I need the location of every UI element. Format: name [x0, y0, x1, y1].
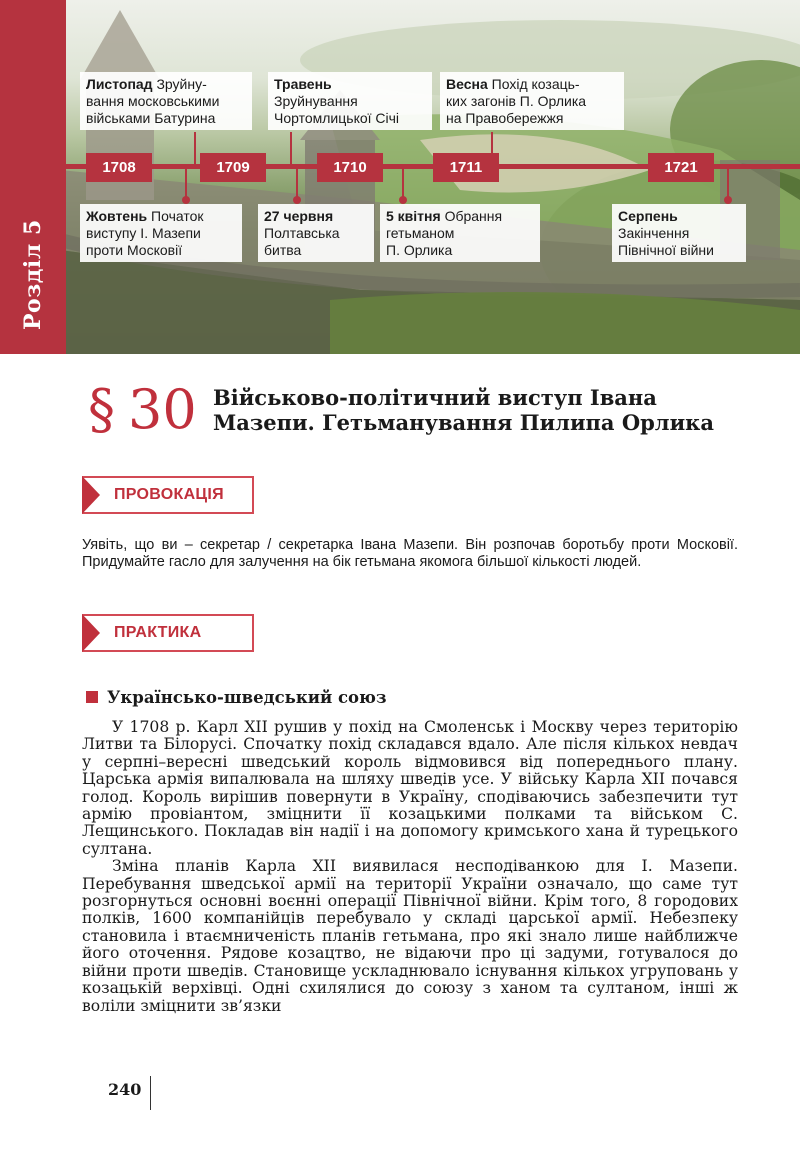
section-symbol: § [88, 378, 115, 441]
timeline-event [268, 72, 432, 130]
page-number-divider [150, 1076, 151, 1110]
timeline-dot [293, 196, 301, 204]
timeline-dot [724, 196, 732, 204]
header-timeline-banner [0, 0, 800, 354]
event-date: 5 квітня [386, 208, 441, 224]
event-text: вання московськими [86, 93, 220, 109]
timeline-tick [491, 132, 493, 166]
body-text [82, 719, 738, 1015]
subheading [86, 688, 386, 707]
event-text: на Правобережжя [446, 110, 564, 126]
event-date: Весна [446, 76, 488, 92]
timeline-event [612, 204, 746, 262]
event-date: Жовтень [86, 208, 148, 224]
title-line: Мазепи. Гетьманування Пилипа Орлика [213, 410, 714, 435]
timeline-year: 1708 [86, 153, 152, 182]
timeline-tick [296, 169, 298, 199]
timeline-event [380, 204, 540, 262]
paragraph: У 1708 р. Карл XII рушив у похід на Смоленськ і Москву через територію Литви та Білорусі. Спочатку похід складався вдало. Але після кількох невдач у серпні–вересні шведський король відмовився від попереднього плану. Царська армія випалювала на шляху шведів усе. У війську Карла XII почався голод. Король вирішив повернути в Україну, сподіваючись забезпечити тут армію провіантом, зміцнити її козацькими полками та військом С. Лещинського. Покладав він надії і на допомогу кримського хана й турецького султана. [82, 718, 738, 858]
page-title [213, 385, 773, 435]
timeline-tick [402, 169, 404, 199]
chapter-label: Розділ 5 [20, 219, 46, 330]
timeline-tick [185, 169, 187, 199]
event-text: битва [264, 242, 302, 258]
title-line: Військово-політичний виступ Івана [213, 385, 657, 410]
event-text: Зруйну- [156, 76, 207, 92]
event-text: Полтавська [264, 225, 340, 241]
timeline-year: 1710 [317, 153, 383, 182]
timeline-event [258, 204, 374, 262]
timeline-dot [399, 196, 407, 204]
timeline-event [440, 72, 624, 130]
event-date: Травень [274, 76, 332, 92]
timeline-year: 1711 [433, 153, 499, 182]
timeline-tick [194, 132, 196, 166]
arrow-icon [82, 476, 100, 514]
event-text: Закінчення [618, 225, 690, 241]
practice-label: ПРАКТИКА [114, 624, 202, 641]
provocation-label: ПРОВОКАЦІЯ [114, 486, 224, 503]
provocation-label-box [82, 476, 254, 514]
arrow-icon [82, 614, 100, 652]
event-text: Обрання [444, 208, 503, 224]
timeline-event [80, 204, 242, 262]
paragraph: Зміна планів Карла XII виявилася несподіванкою для І. Мазепи. Перебування шведської армії на території України означало, що саме тут розгорнуться основні воєнні операції Північної війни. Крім того, 8 городових полків, 1600 компанійців перебувало у складі царської армії. Небезпеку становила і втаємниченість планів гетьмана, про які знало лише найближче його оточення. Рядове козацтво, не відаючи про ці задуми, готувалося до війни проти шведів. Становище ускладнювало існування кількох угруповань у козацькій верхівці. Одні схилялися до союзу з ханом та султаном, інші ж воліли зміцнити зв’язки [82, 857, 738, 1015]
chapter-tab [0, 0, 66, 354]
practice-label-box [82, 614, 254, 652]
event-text: виступу І. Мазепи [86, 225, 201, 241]
timeline-tick [727, 169, 729, 199]
event-text: Похід козаць- [491, 76, 580, 92]
event-date: Серпень [618, 208, 678, 224]
timeline-tick [290, 132, 292, 166]
timeline-year: 1709 [200, 153, 266, 182]
event-date: 27 червня [264, 208, 334, 224]
event-text: П. Орлика [386, 242, 453, 258]
event-date: Листопад [86, 76, 153, 92]
event-text: ких загонів П. Орлика [446, 93, 587, 109]
timeline-year: 1721 [648, 153, 714, 182]
timeline-event [80, 72, 252, 130]
event-text: військами Батурина [86, 110, 216, 126]
event-text: Зруйнування [274, 93, 358, 109]
timeline-dot [182, 196, 190, 204]
event-text: Чортомлицької Січі [274, 110, 400, 126]
event-text: проти Московії [86, 242, 183, 258]
subheading-text: Українсько-шведський союз [107, 688, 387, 707]
event-text: Початок [151, 208, 204, 224]
provocation-text: Уявіть, що ви – секретар / секретарка Івана Мазепи. Він розпочав боротьбу проти Московії. Придумайте гасло для залучення на бік гетьмана якомога більшої кількості людей. [82, 537, 738, 570]
event-text: гетьманом [386, 225, 455, 241]
square-bullet-icon [86, 691, 98, 703]
page-number: 240 [108, 1080, 142, 1099]
section-number: 30 [128, 378, 197, 441]
event-text: Північної війни [618, 242, 714, 258]
